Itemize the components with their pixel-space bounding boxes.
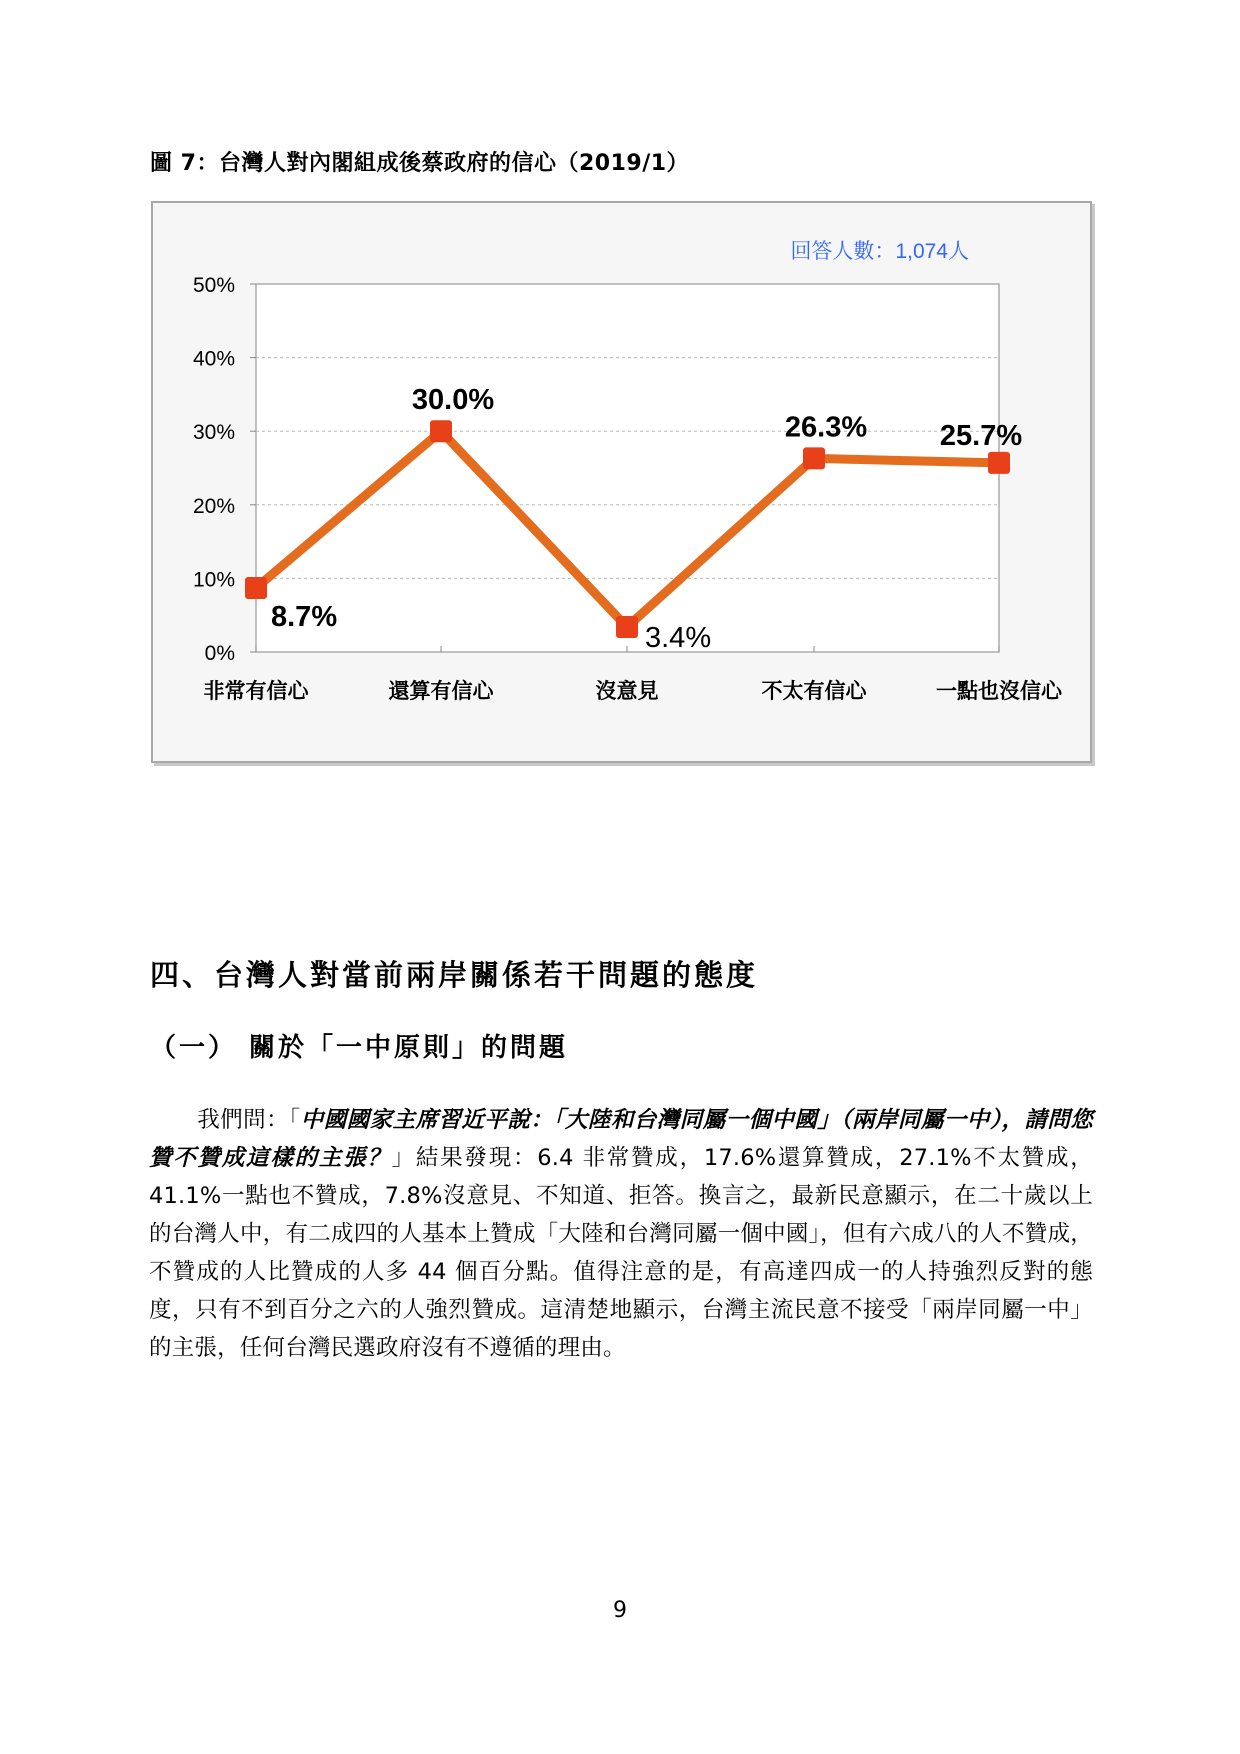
y-tick-label: 50% (192, 274, 235, 297)
data-label: 3.4% (645, 621, 712, 654)
line-chart (153, 203, 1090, 761)
subsection-heading: （一） 關於「一中原則」的問題 (150, 1033, 569, 1063)
data-label: 8.7% (271, 600, 338, 633)
sample-size-annotation: 回答人數：1,074人 (790, 240, 969, 263)
data-point-marker (988, 452, 1010, 474)
data-label: 26.3% (784, 411, 868, 444)
chart-container (151, 201, 1092, 763)
paragraph-lead: 我們問：「 (197, 1107, 301, 1133)
y-tick-label: 10% (192, 568, 235, 592)
data-point-marker (616, 616, 638, 638)
data-point-marker (245, 577, 267, 599)
section-heading: 四、台灣人對當前兩岸關係若干問題的態度 (150, 958, 759, 992)
data-point-marker (803, 447, 825, 469)
paragraph-body: 」結果發現：6.4 非常贊成，17.6%還算贊成，27.1%不太贊成，41.1%一點也不贊成，7.8%沒意見、不知道、拒答。換言之，最新民意顯示，在二十歲以上的台灣人中，有二成四的人基本上贊成「大陸和台灣同屬一個中國」，但有六成八的人不贊成，不贊成的人比贊成的人多 44 個百分點。值得注意的是，有高達四成一的人持強烈反對的態度，只有不到百分之六的人強烈贊成。這清楚地顯示，台灣主流民意不接受「兩岸同屬一中」的主張，任何台灣民選政府沒有不遵循的理由。 (149, 1145, 1093, 1361)
plot-area (256, 284, 999, 652)
y-tick-label: 40% (192, 347, 235, 371)
data-label: 30.0% (411, 384, 495, 417)
figure-caption: 圖 7：台灣人對內閣組成後蔡政府的信心（2019/1） (150, 151, 690, 176)
y-tick-label: 30% (192, 421, 235, 445)
page-number: 9 (613, 1598, 627, 1623)
x-category-label: 一點也沒信心 (936, 679, 1062, 703)
x-category-label: 不太有信心 (761, 679, 867, 703)
x-category-label: 還算有信心 (388, 679, 494, 703)
y-tick-label: 0% (204, 642, 235, 665)
x-category-label: 沒意見 (595, 679, 659, 703)
body-paragraph (149, 1101, 1093, 1367)
data-label: 25.7% (939, 419, 1023, 452)
data-point-marker (430, 420, 452, 442)
x-category-label: 非常有信心 (203, 679, 309, 703)
survey-question-quote: 中國國家主席習近平說：「大陸和台灣同屬一個中國」（兩岸同屬一中），請問您贊不贊成這樣的主張？ (149, 1107, 1093, 1171)
y-tick-label: 20% (192, 494, 235, 518)
